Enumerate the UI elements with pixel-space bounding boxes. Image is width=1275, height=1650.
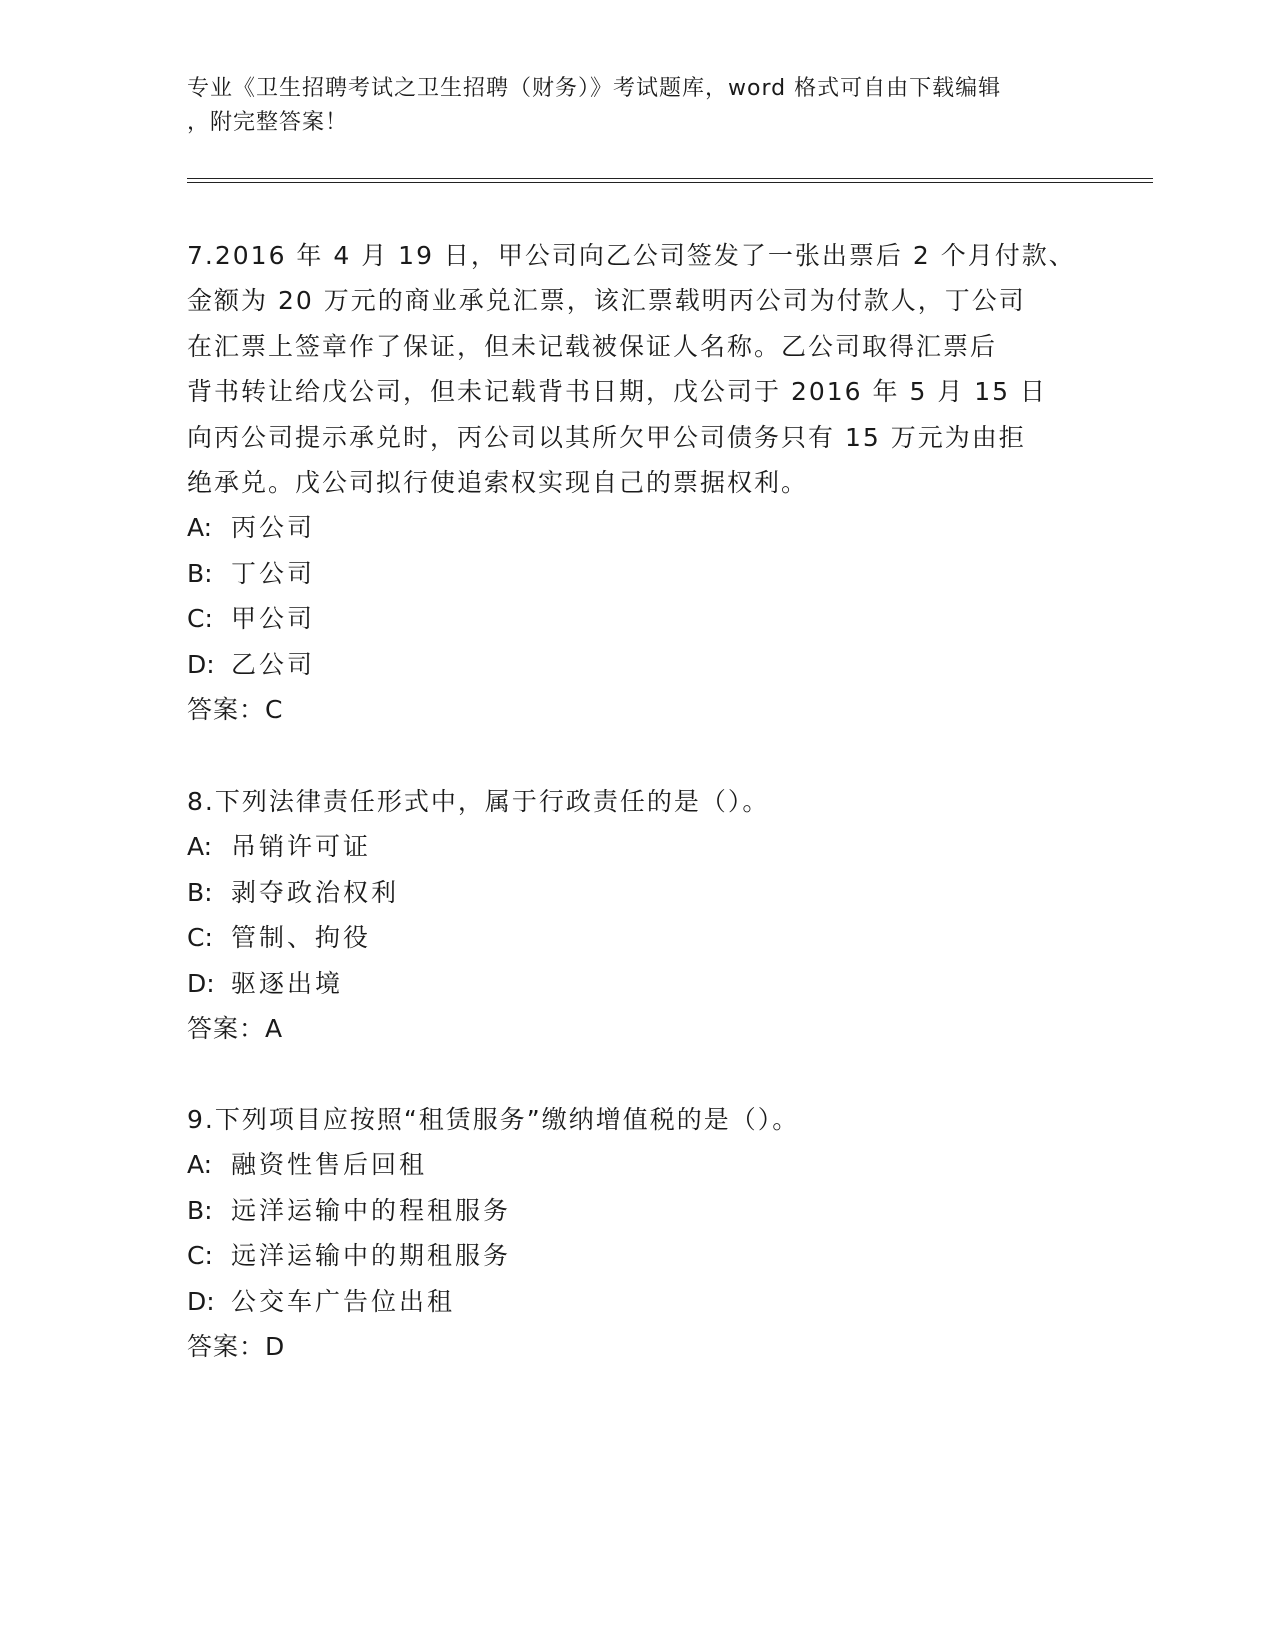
option-key: B: bbox=[187, 1195, 213, 1225]
option-key: D: bbox=[187, 1286, 215, 1316]
option-d bbox=[187, 961, 1087, 1006]
option-b bbox=[187, 870, 1087, 915]
option-key: C: bbox=[187, 604, 213, 634]
option-key: A: bbox=[187, 832, 213, 862]
header-line-2: ，附完整答案！ bbox=[187, 110, 349, 135]
option-text: 丁公司 bbox=[231, 558, 316, 588]
option-key: A: bbox=[187, 513, 213, 543]
option-b bbox=[187, 551, 1087, 596]
option-text: 驱逐出境 bbox=[231, 968, 344, 998]
stem-line: 向丙公司提示承兑时，丙公司以其所欠甲公司债务只有 15 万元为由拒 bbox=[187, 422, 1026, 452]
header-divider-top bbox=[187, 178, 1153, 179]
answer-line: 答案：C bbox=[187, 695, 284, 725]
question-stem bbox=[187, 779, 1087, 824]
question-stem bbox=[187, 1097, 1087, 1142]
option-key: A: bbox=[187, 1150, 213, 1180]
option-text: 吊销许可证 bbox=[231, 832, 372, 862]
option-key: D: bbox=[187, 968, 215, 998]
stem-line: 背书转让给戊公司，但未记载背书日期，戊公司于 2016 年 5 月 15 日 bbox=[187, 377, 1048, 407]
option-key: D: bbox=[187, 649, 215, 679]
option-text: 管制、拘役 bbox=[231, 923, 372, 953]
document-header bbox=[187, 72, 1067, 140]
option-key: B: bbox=[187, 558, 213, 588]
stem-line: 在汇票上签章作了保证，但未记载被保证人名称。乙公司取得汇票后 bbox=[187, 331, 998, 361]
stem-line: 金额为 20 万元的商业承兑汇票，该汇票载明丙公司为付款人，丁公司 bbox=[187, 286, 1026, 316]
answer-line: 答案：D bbox=[187, 1332, 286, 1362]
option-c bbox=[187, 596, 1087, 641]
option-text: 远洋运输中的程租服务 bbox=[231, 1195, 512, 1225]
option-key: C: bbox=[187, 1241, 213, 1271]
stem-line: 7.2016 年 4 月 19 日，甲公司向乙公司签发了一张出票后 2 个月付款、 bbox=[187, 241, 1076, 270]
question-stem bbox=[187, 233, 1087, 505]
option-text: 融资性售后回租 bbox=[231, 1150, 428, 1180]
stem-line: 绝承兑。戊公司拟行使追索权实现自己的票据权利。 bbox=[187, 468, 809, 498]
stem-line: 9.下列项目应按照“租赁服务”缴纳增值税的是（）。 bbox=[187, 1105, 800, 1134]
option-text: 甲公司 bbox=[231, 604, 316, 634]
option-text: 公交车广告位出租 bbox=[231, 1286, 456, 1316]
question-9 bbox=[187, 1097, 1087, 1369]
option-text: 乙公司 bbox=[231, 649, 316, 679]
answer-line: 答案：A bbox=[187, 1014, 284, 1044]
option-d bbox=[187, 642, 1087, 687]
option-d bbox=[187, 1279, 1087, 1324]
option-a bbox=[187, 824, 1087, 869]
header-divider-bottom bbox=[187, 182, 1153, 183]
option-text: 远洋运输中的期租服务 bbox=[231, 1241, 512, 1271]
option-text: 丙公司 bbox=[231, 513, 316, 543]
question-8 bbox=[187, 779, 1087, 1051]
option-text: 剥夺政治权利 bbox=[231, 877, 400, 907]
option-b bbox=[187, 1188, 1087, 1233]
option-a bbox=[187, 505, 1087, 550]
option-a bbox=[187, 1142, 1087, 1187]
question-7 bbox=[187, 233, 1087, 732]
header-line-1: 专业《卫生招聘考试之卫生招聘（财务）》考试题库，word 格式可自由下载编辑 bbox=[187, 76, 1002, 101]
stem-line: 8.下列法律责任形式中，属于行政责任的是（）。 bbox=[187, 787, 770, 816]
option-key: B: bbox=[187, 877, 213, 907]
option-c bbox=[187, 1233, 1087, 1278]
option-c bbox=[187, 915, 1087, 960]
option-key: C: bbox=[187, 923, 213, 953]
